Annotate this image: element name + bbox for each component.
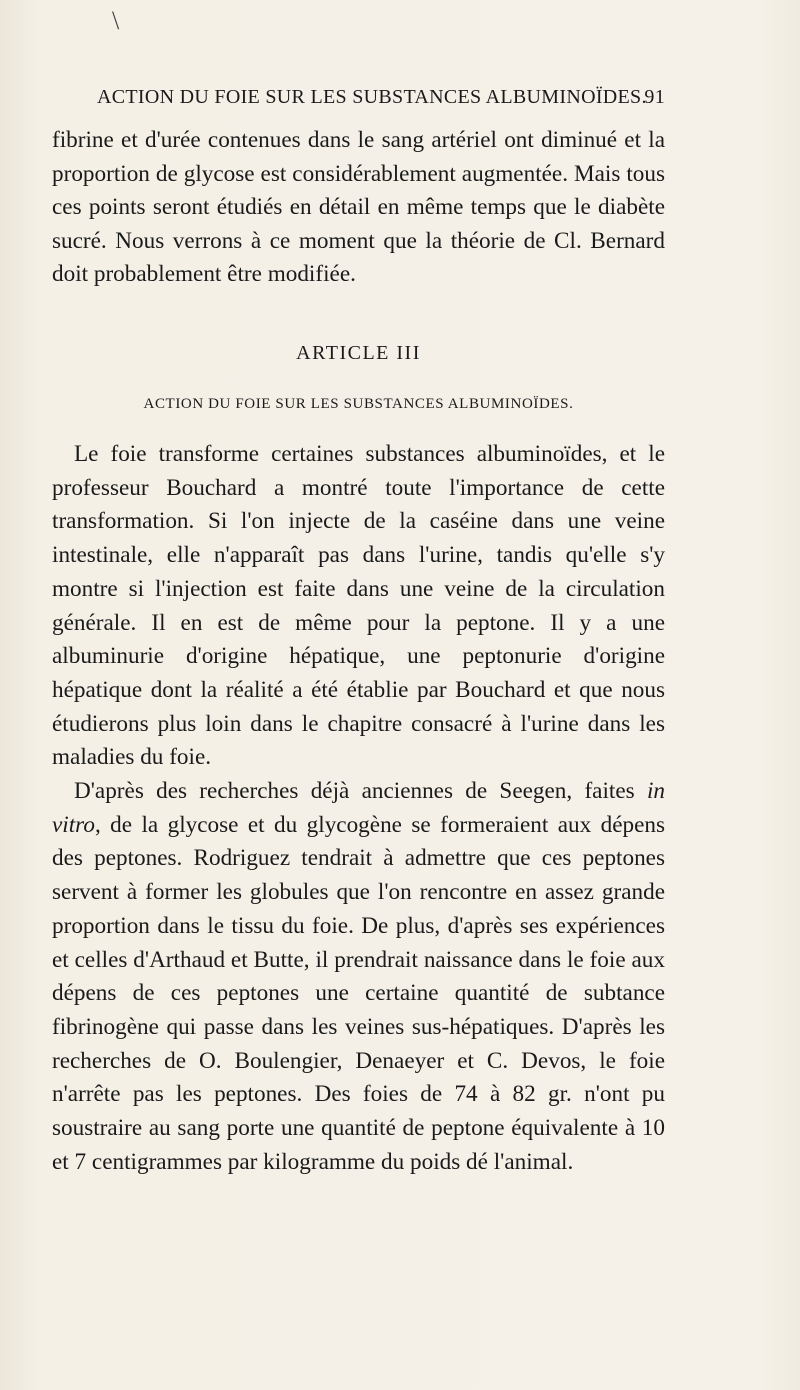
page-number: 91 [644,86,665,108]
running-title: ACTION DU FOIE SUR LES SUBSTANCES ALBUMINOÏDES. [97,86,647,108]
continued-paragraph: fibrine et d'urée contenues dans le sang artériel ont diminué et la proportion de glycose est considérablement augmentée. Mais tous ces points seront étudiés en détail en même temps que le diabète sucré. Nous verrons à ce moment que la théorie de Cl. Bernard doit probablement être modifiée. [52,127,665,288]
continued-paragraph-block [52,124,665,292]
italic-term: in vitro [52,778,665,838]
paragraph-2-start: D'après des recherches déjà anciennes de Seegen, faites [74,778,647,805]
article-paragraph-1: Le foie transforme certaines substances albuminoïdes, et le professeur Bouchard a montré toute l'importance de cette transformation. Si l'on injecte de la caséine dans une veine intestinale, elle n'apparaît pas dans l'urine, tandis qu'elle s'y montre si l'injection est faite dans une veine de la circulation générale. Il en est de même pour la peptone. Il y a une albuminurie d'origine hépatique, une peptonurie d'origine hépatique dont la réalité a été établie par Bouchard et que nous étudierons plus loin dans le chapitre consacré à l'urine dans les maladies du foie. [52,441,665,771]
article-heading: ARTICLE III [296,342,421,364]
corner-mark: \ [112,6,120,35]
section-title: ACTION DU FOIE SUR LES SUBSTANCES ALBUMINOÏDES. [143,396,574,412]
article-paragraph-2 [52,775,665,1179]
paragraph-2-rest: , de la glycose et du glycogène se formeraient aux dépens des peptones. Rodriguez tendrait à admettre que ces peptones servent à former les globules que l'on rencontre en assez grande proportion dans le tissu du foie. De plus, d'après ses expériences et celles d'Arthaud et Butte, il prendrait naissance dans le foie aux dépens de ces peptones une certaine quantité de subtance fibrinogène qui passe dans les veines sus-hépatiques. D'après les recherches de O. Boulengier, Denaeyer et C. Devos, le foie n'arrête pas les peptones. Des foies de 74 à 82 gr. n'ont pu soustraire au sang porte une quantité de peptone équivalente à 10 et 7 centigrammes par kilogramme du poids dé l'animal. [52,811,665,1175]
article-body [52,438,665,1179]
